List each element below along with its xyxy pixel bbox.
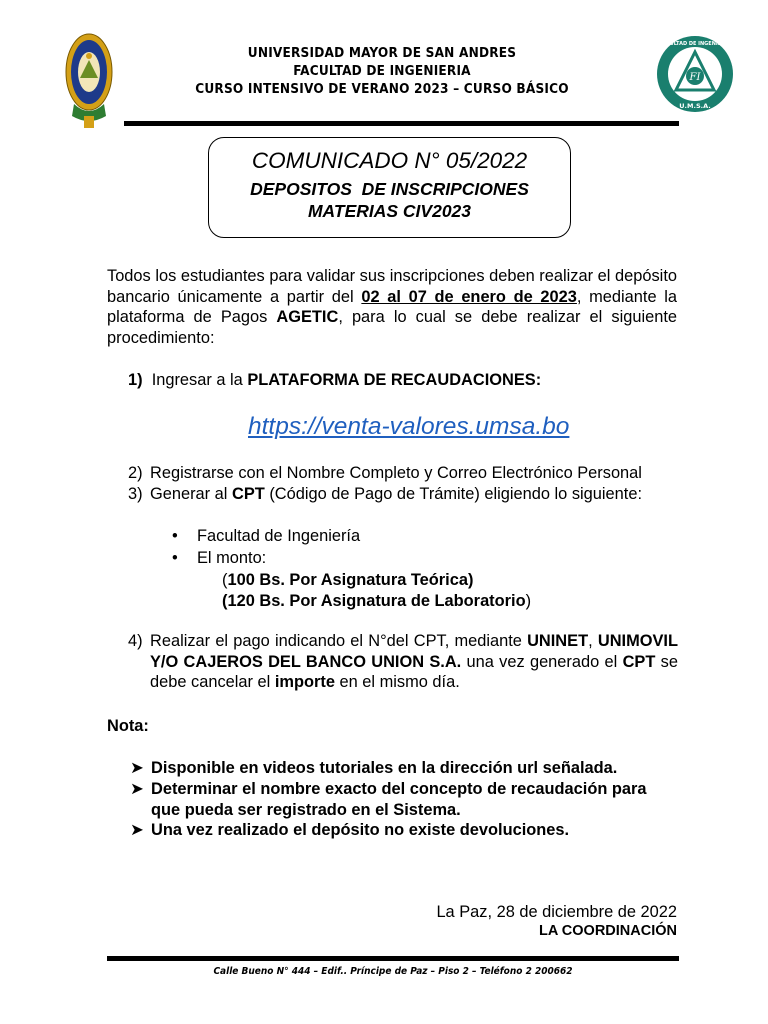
amount-theory: (100 Bs. Por Asignatura Teórica) <box>222 571 474 589</box>
step-3 <box>128 484 678 505</box>
step-4-text-5: en el mismo día. <box>334 673 460 691</box>
communique-title: COMUNICADO N° 05/2022 <box>251 148 528 173</box>
step-2 <box>128 463 678 484</box>
step-1-text: Ingresar a la <box>151 371 248 389</box>
step-3-cpt: CPT <box>232 485 265 503</box>
step-1-number: 1) <box>128 371 143 389</box>
amount-lab: (120 Bs. Por Asignatura de Laboratorio) <box>222 592 532 610</box>
footer-address: Calle Bueno N° 444 – Edif.. Príncipe de Paz – Piso 2 – Teléfono 2 200662 <box>213 966 573 977</box>
intro-text-3: , para lo cual se debe realizar el siguiente procedimiento: <box>107 308 678 347</box>
header-line-university: UNIVERSIDAD MAYOR DE SAN ANDRES <box>247 45 517 61</box>
note-item-text: Disponible en videos tutoriales en la dirección url señalada. <box>151 759 618 777</box>
note-item <box>130 820 678 841</box>
header-line-faculty: FACULTAD DE INGENIERIA <box>293 63 471 79</box>
subtitle-line-2: MATERIAS CIV2023 <box>307 201 472 221</box>
bullet-dot-icon: • <box>172 549 178 567</box>
payment-platform-link[interactable]: https://venta-valores.umsa.bo <box>248 413 570 440</box>
step-1 <box>128 370 541 390</box>
signature-role: LA COORDINACIÓN <box>538 923 677 939</box>
step-3-text-1: Generar al <box>150 485 232 503</box>
note-item-text: Una vez realizado el depósito no existe devoluciones. <box>151 821 570 839</box>
note-item <box>130 758 678 779</box>
step-2-number: 2) <box>128 464 143 482</box>
umsa-seal-icon <box>62 26 116 132</box>
bullet-dot-icon: • <box>172 527 178 545</box>
communique-subtitle <box>209 178 570 222</box>
nota-label: Nota: <box>107 717 149 735</box>
step-3-number: 3) <box>128 485 143 503</box>
footer-divider <box>107 956 679 961</box>
intro-paragraph <box>107 266 677 348</box>
step-4-importe: importe <box>274 673 335 691</box>
fi-umsa-logo-icon <box>646 34 744 114</box>
note-item <box>130 779 678 820</box>
arrow-bullet-icon: ➤ <box>130 759 144 777</box>
intro-date-range: 02 al 07 de enero de 2023 <box>361 287 577 306</box>
step-4-cpt: CPT <box>622 652 656 671</box>
intro-text-2: , mediante la plataforma de Pagos <box>107 287 677 326</box>
svg-text:U.M.S.A.: U.M.S.A. <box>679 102 711 110</box>
step-4-text-1: Realizar el pago indicando el N°del CPT, mediante <box>150 632 528 650</box>
step-3-text-2: (Código de Pago de Trámite) eligiendo lo siguiente: <box>264 485 643 503</box>
title-box <box>208 137 571 238</box>
svg-text:FACULTAD DE INGENIERIA: FACULTAD DE INGENIERIA <box>659 41 731 47</box>
svg-text:FI: FI <box>689 72 701 83</box>
intro-agetic: AGETIC <box>276 308 339 326</box>
header-institution <box>140 44 624 98</box>
step-4-bank: UNIMOVIL Y/O CAJEROS DEL BANCO UNION S.A. <box>150 632 678 671</box>
note-item-text: Determinar el nombre exacto del concepto de recaudación para que pueda ser registrado en el Sistema. <box>151 780 647 819</box>
arrow-bullet-icon: ➤ <box>130 780 144 798</box>
step-4-text-2: , <box>588 632 598 650</box>
arrow-bullet-icon: ➤ <box>130 821 144 839</box>
amount-lab-text: (120 Bs. Por Asignatura de Laboratorio <box>222 592 526 610</box>
subtitle-line-1: DEPOSITOS DE INSCRIPCIONES <box>250 179 529 199</box>
step-4-text-4: se debe cancelar el <box>150 652 678 691</box>
header-line-course: CURSO INTENSIVO DE VERANO 2023 – CURSO BÁSICO <box>195 81 569 97</box>
step-2-text: Registrarse con el Nombre Completo y Correo Electrónico Personal <box>150 464 642 482</box>
bullet-faculty-text: Facultad de Ingeniería <box>197 527 361 545</box>
step-3-text <box>150 484 678 505</box>
intro-text-1: Todos los estudiantes para validar sus inscripciones deben realizar el depósito bancario únicamente a partir del <box>107 267 677 306</box>
step-4-uninet: UNINET <box>527 632 589 650</box>
step-4-number: 4) <box>128 632 143 650</box>
step-4-text <box>150 631 678 693</box>
bullet-amount-text: El monto: <box>197 549 267 567</box>
step-4 <box>128 631 678 696</box>
step-4-text-3: una vez generado el <box>461 652 623 671</box>
amount-theory-text: 100 Bs. Por Asignatura Teórica) <box>227 571 474 589</box>
header-divider <box>124 121 679 126</box>
step-1-platform: PLATAFORMA DE RECAUDACIONES: <box>247 371 542 389</box>
place-date: La Paz, 28 de diciembre de 2022 <box>436 903 677 921</box>
